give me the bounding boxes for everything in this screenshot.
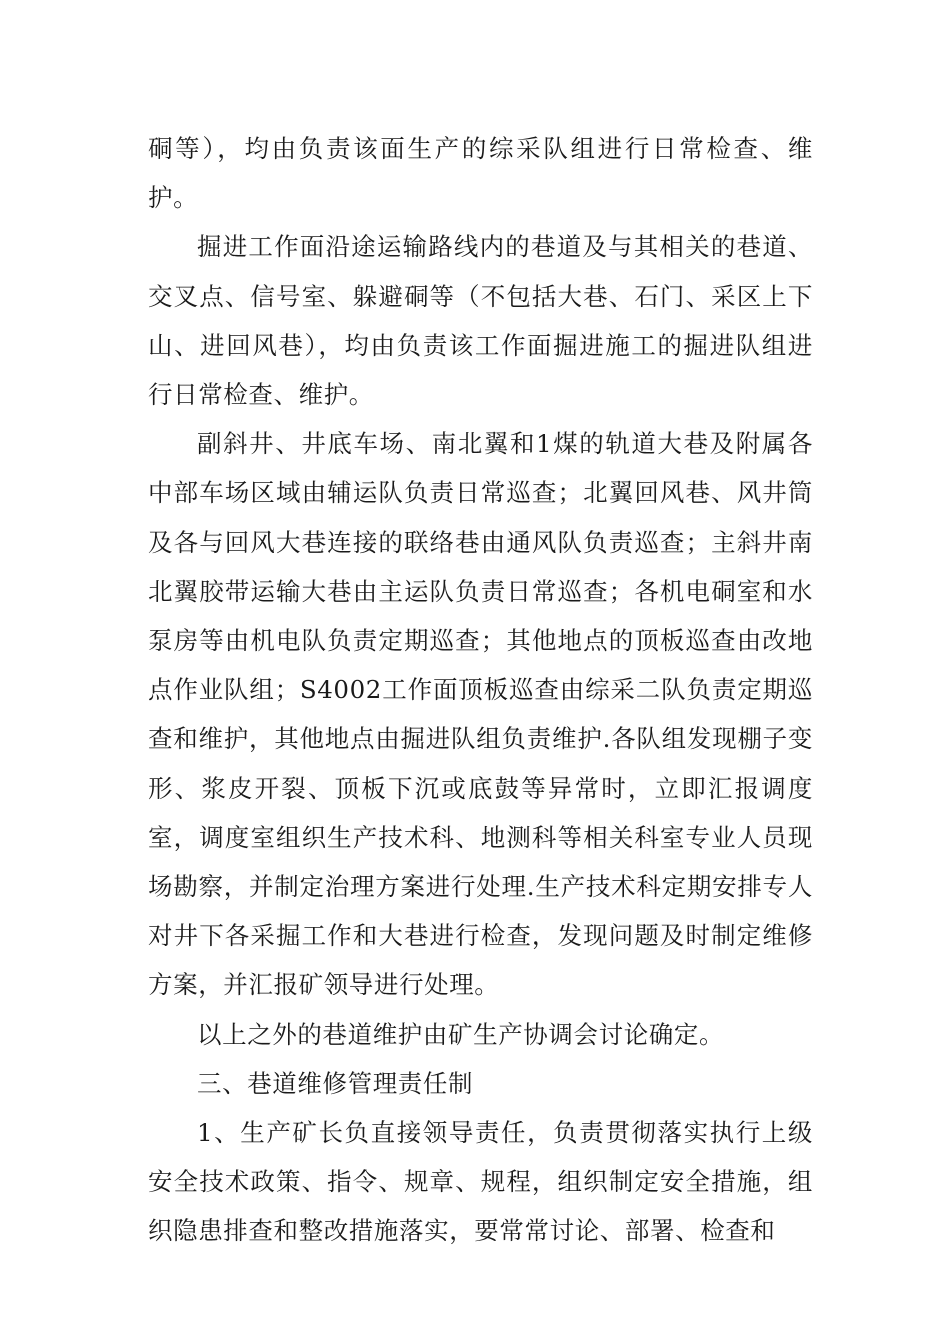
paragraph-inspection-duties: 副斜井、井底车场、南北翼和1煤的轨道大巷及附属各中部车场区域由辅运队负责日常巡查；北翼回风巷、风井筒及各与回风大巷连接的联络巷由通风队负责巡查；主斜井南北翼胶带运输大巷由主运队负责日常巡查；各机电硐室和水泵房等由机电队负责定期巡查；其他地点的顶板巡查由改地点作业队组；S4002工作面顶板巡查由综采二队负责定期巡查和维护，其他地点由掘进队组负责维护.各队组发现棚子变形、浆皮开裂、顶板下沉或底鼓等异常时，立即汇报调度室，调度室组织生产技术科、地测科等相关科室专业人员现场勘察，并制定治理方案进行处理.生产技术科定期安排专人对井下各采掘工作和大巷进行检查，发现问题及时制定维修方案，并汇报矿领导进行处理。 (148, 429, 813, 1000)
paragraph-continuation: 硐等），均由负责该面生产的综采队组进行日常检查、维护。 (148, 134, 813, 213)
paragraph-excavation-face: 掘进工作面沿途运输路线内的巷道及与其相关的巷道、交叉点、信号室、躲避硐等（不包括大巷、石门、采区上下山、进回风巷），均由负责该工作面掘进施工的掘进队组进行日常检查、维护。 (148, 232, 813, 410)
section-heading: 三、巷道维修管理责任制 (197, 1068, 474, 1098)
paragraph-mine-manager: 1、生产矿长负直接领导责任，负责贯彻落实执行上级安全技术政策、指令、规章、规程，组织制定安全措施，组织隐患排查和整改措施落实，要常常讨论、部署、检查和 (148, 1118, 813, 1246)
paragraph-other-roadways: 以上之外的巷道维护由矿生产协调会讨论确定。 (197, 1019, 725, 1049)
document-body (148, 124, 813, 1256)
